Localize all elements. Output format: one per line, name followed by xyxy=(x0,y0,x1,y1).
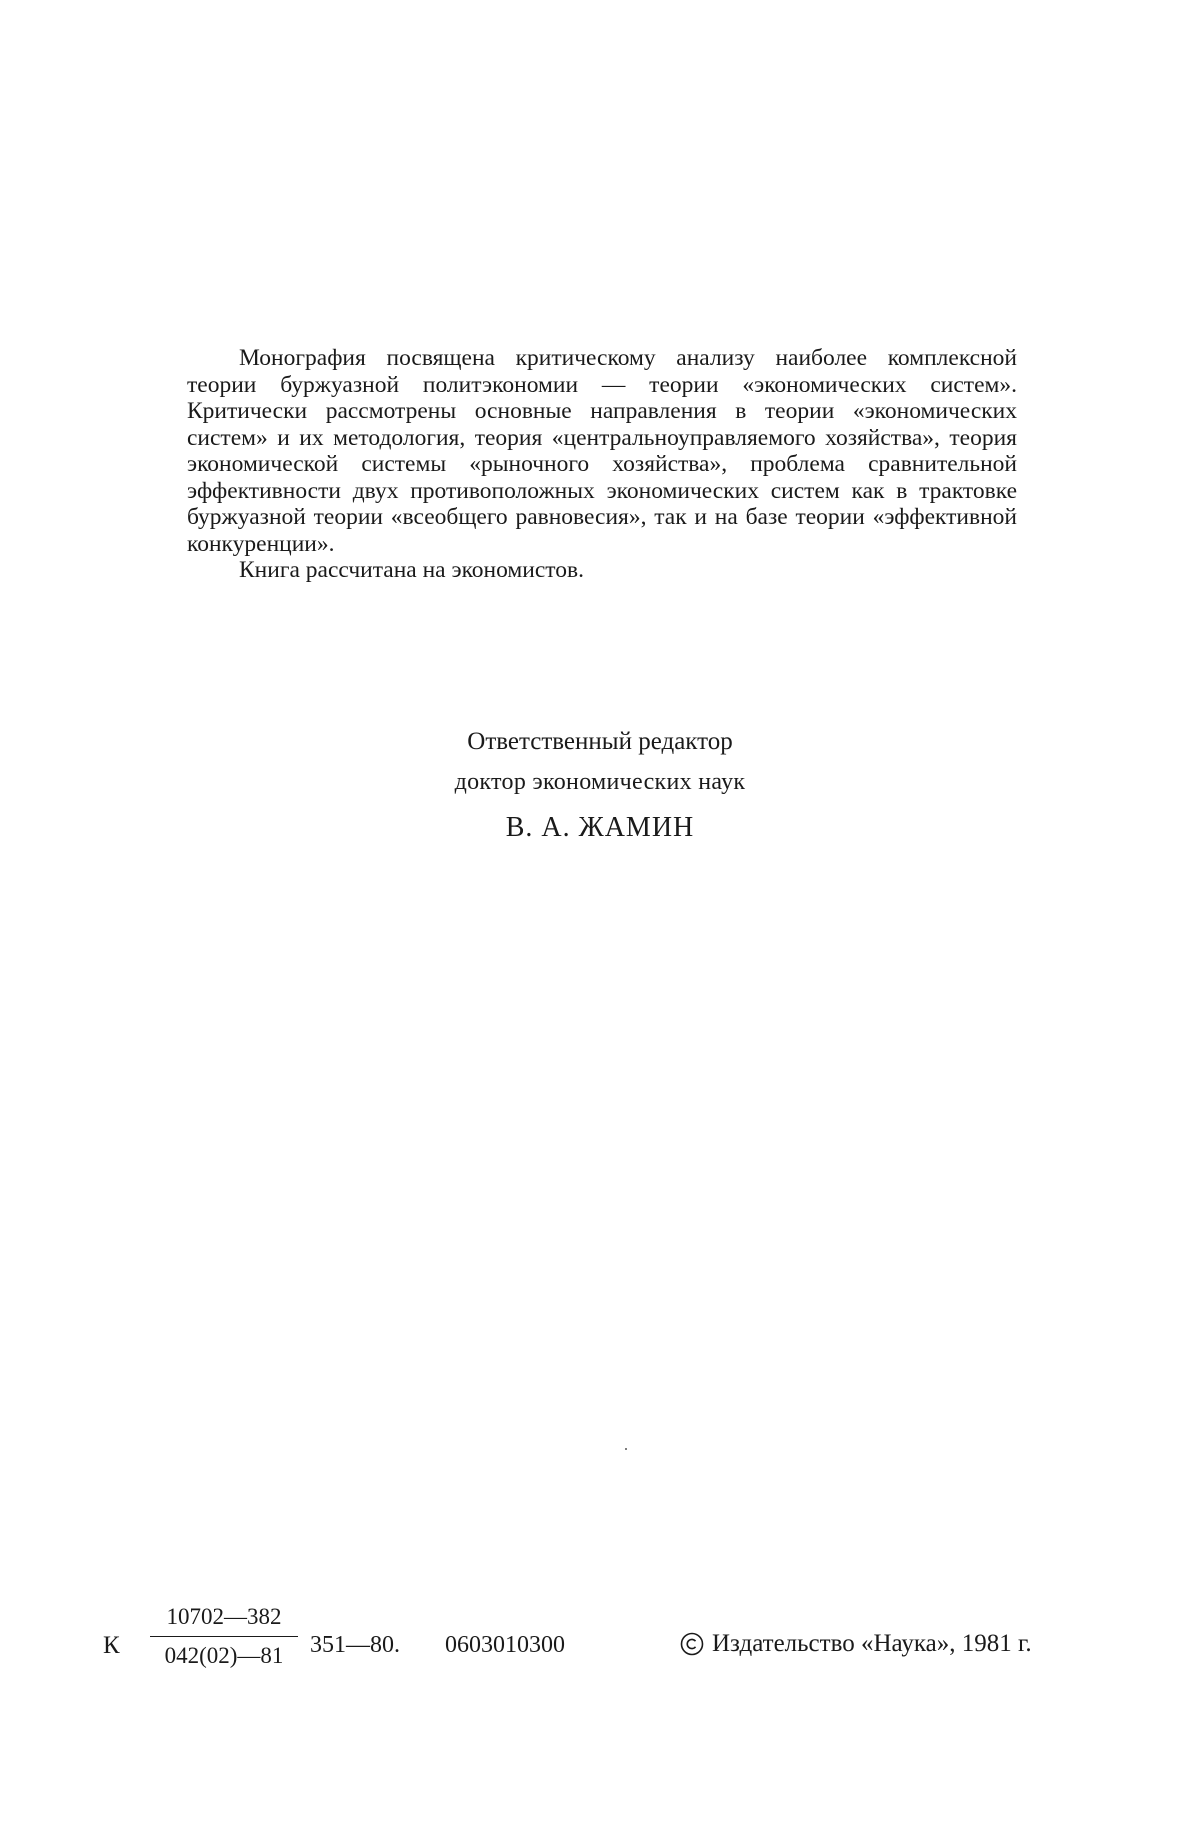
annotation xyxy=(187,345,1017,584)
print-speck xyxy=(625,1448,627,1450)
editor-name: В. А. ЖАМИН xyxy=(505,812,695,843)
annotation-paragraph: Монография посвящена критическому анализу наиболее комплексной теории буржуазной политэкономии — теории «экономических систем». Критически рассмотрены основные направления в теории «экономических систем» и их методология, теория «центральноуправляемого хозяйства», теория экономической системы «рыночного хозяйства», проблема сравнительной эффективности двух противоположных экономических систем как в трактовке буржуазной теории «всеобщего равновесия», так и на базе теории «эффективной конкуренции». xyxy=(187,345,1017,557)
fraction-numerator: 10702—382 xyxy=(166,1604,282,1629)
imprint-letter: К xyxy=(103,1632,120,1659)
imprint-fraction xyxy=(150,1604,298,1669)
annotation-audience: Книга рассчитана на экономистов. xyxy=(239,557,584,583)
editor-role: Ответственный редактор xyxy=(467,728,733,755)
fraction-denominator: 042(02)—81 xyxy=(164,1643,284,1668)
imprint-line xyxy=(0,1600,1200,1680)
imprint-code: 0603010300 xyxy=(445,1632,565,1658)
editor-degree: доктор экономических наук xyxy=(454,769,746,795)
imprint-number: 351—80. xyxy=(310,1632,400,1658)
copyright-notice xyxy=(680,1630,1032,1658)
copyright-icon xyxy=(680,1632,704,1656)
copyright-text: Издательство «Наука», 1981 г. xyxy=(712,1630,1032,1657)
